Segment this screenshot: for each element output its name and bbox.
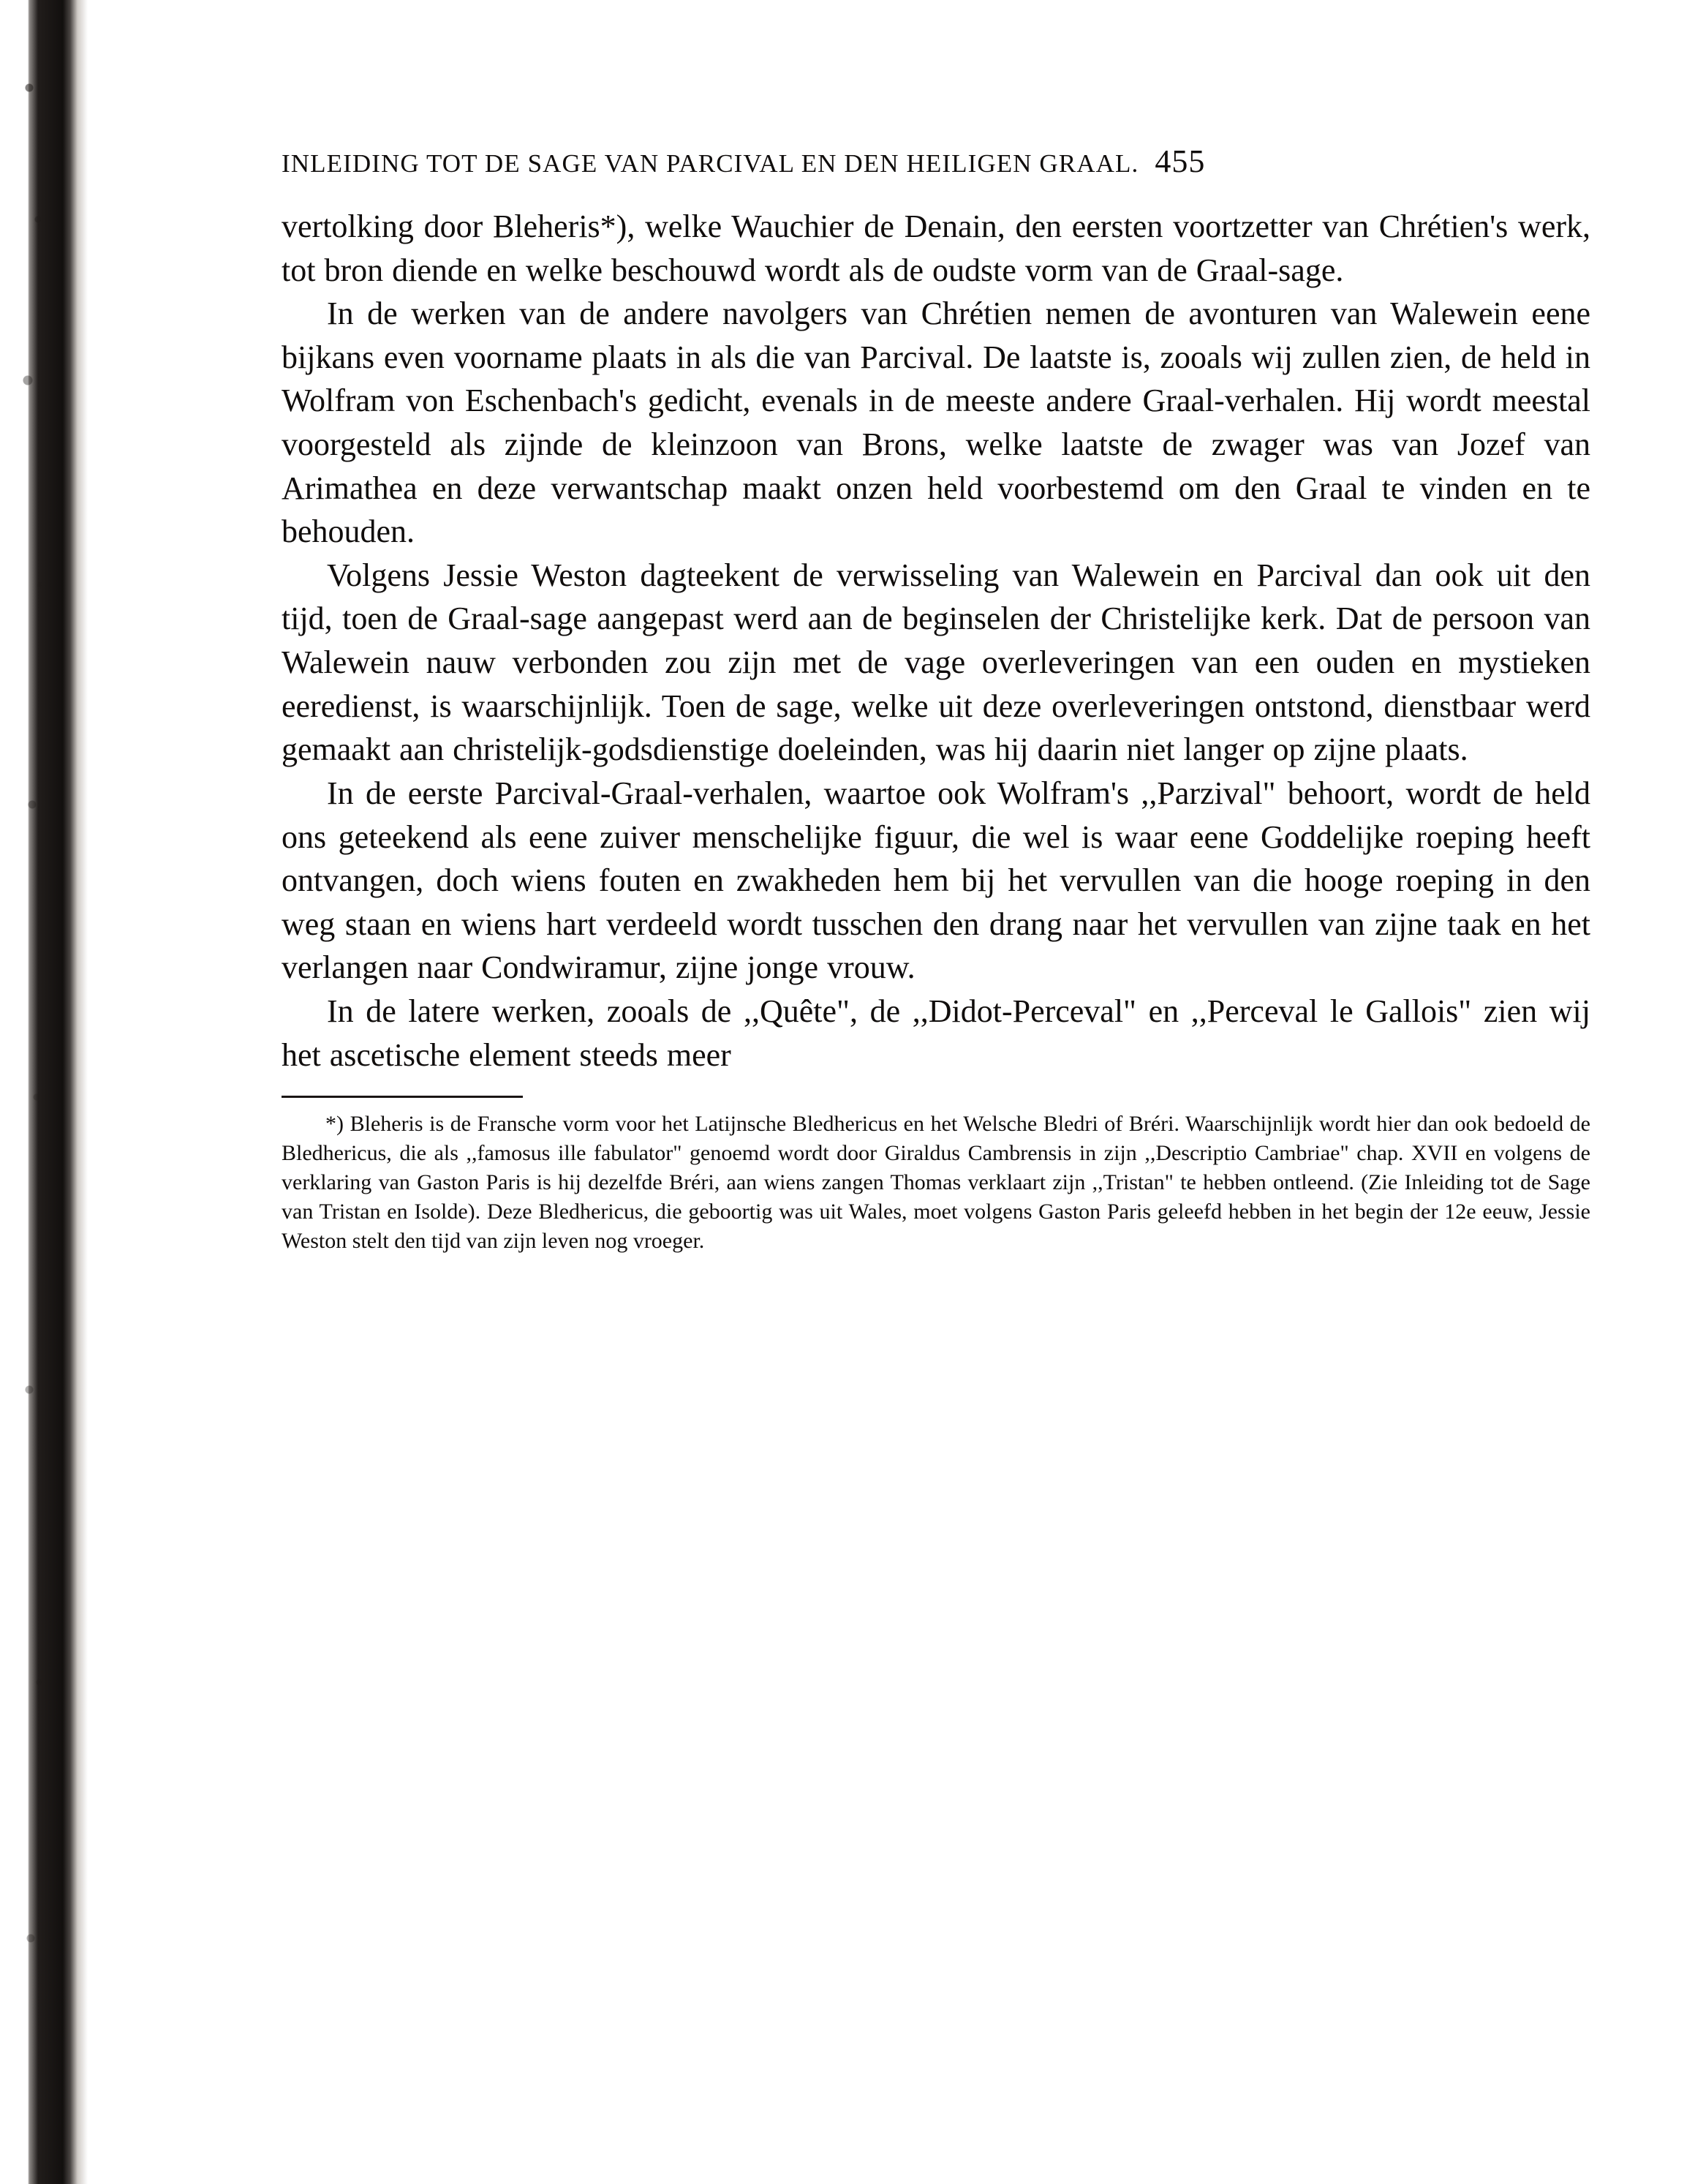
footnote-separator-rule [282, 1096, 523, 1098]
paragraph-3: Volgens Jessie Weston dagteekent de verwisseling van Walewein en Parcival dan ook uit den tijd, toen de Graal-sage aangepast werd aan de beginselen der Christelijke kerk. Dat de persoon van Walewein nauw verbonden zou zijn met de vage overleveringen van een ouden en mystieken eeredienst, is waarschijnlijk. Toen de sage, welke uit deze overleveringen ontstond, dienstbaar werd gemaakt aan christelijk-godsdienstige doeleinden, was hij daarin niet langer op zijne plaats. [282, 557, 1590, 768]
footnote [282, 1110, 1590, 1255]
footnote-text: Bleheris is de Fransche vorm voor het Latijnsche Bledhericus en het Welsche Bledri of Bréri. Waarschijnlijk wordt hier dan ook bedoeld de Bledhericus, die als ,,famosus ille fabulator" genoemd wordt door Giraldus Cambrensis in zijn ,,Descriptio Cambriae" chap. XVII en volgens de verklaring van Gaston Paris is hij dezelfde Bréri, aan wiens zangen Thomas verklaart zijn ,,Tristan" te hebben ontleend. (Zie Inleiding tot de Sage van Tristan en Isolde). Deze Bledhericus, die geboortig was uit Wales, moet volgens Gaston Paris geleefd hebben in het begin der 12e eeuw, Jessie Weston stelt den tijd van zijn leven nog vroeger. [282, 1112, 1590, 1253]
paragraph-1: vertolking door Bleheris*), welke Wauchier de Denain, den eersten voortzetter van Chrétien's werk, tot bron diende en welke beschouwd wordt als de oudste vorm van de Graal-sage. [282, 208, 1590, 288]
paragraph-4: In de eerste Parcival-Graal-verhalen, waartoe ook Wolfram's ,,Parzival" behoort, wordt de held ons geteekend als eene zuiver menschelijke figuur, die wel is waar eene Goddelijke roeping heeft ontvangen, doch wiens fouten en zwakheden hem bij het vervullen van die hooge roeping in den weg staan en wiens hart verdeeld wordt tusschen den drang naar het vervullen van zijne taak en het verlangen naar Condwiramur, zijne jonge vrouw. [282, 775, 1590, 986]
page-edge-specks [22, 0, 51, 2184]
footnote-marker: *) [325, 1112, 344, 1137]
paragraph-5: In de latere werken, zooals de ,,Quête", de ,,Didot-Perceval" en ,,Perceval le Gallois" zien wij het ascetische element steeds meer [282, 993, 1590, 1073]
running-head-title: INLEIDING TOT DE SAGE VAN PARCIVAL EN DEN HEILIGEN GRAAL. [282, 149, 1139, 178]
page-content [282, 143, 1590, 1256]
paragraph-2: In de werken van de andere navolgers van Chrétien nemen de avonturen van Walewein eene bijkans even voorname plaats in als die van Parcival. De laatste is, zooals wij zullen zien, de held in Wolfram von Eschenbach's gedicht, evenals in de meeste andere Graal-verhalen. Hij wordt meestal voorgesteld als zijnde de kleinzoon van Brons, welke laatste de zwager was van Jozef van Arimathea en deze verwantschap maakt onzen held voorbestemd om den Graal te vinden en te behouden. [282, 295, 1590, 550]
page-number: 455 [1155, 143, 1206, 179]
running-head [282, 143, 1590, 180]
